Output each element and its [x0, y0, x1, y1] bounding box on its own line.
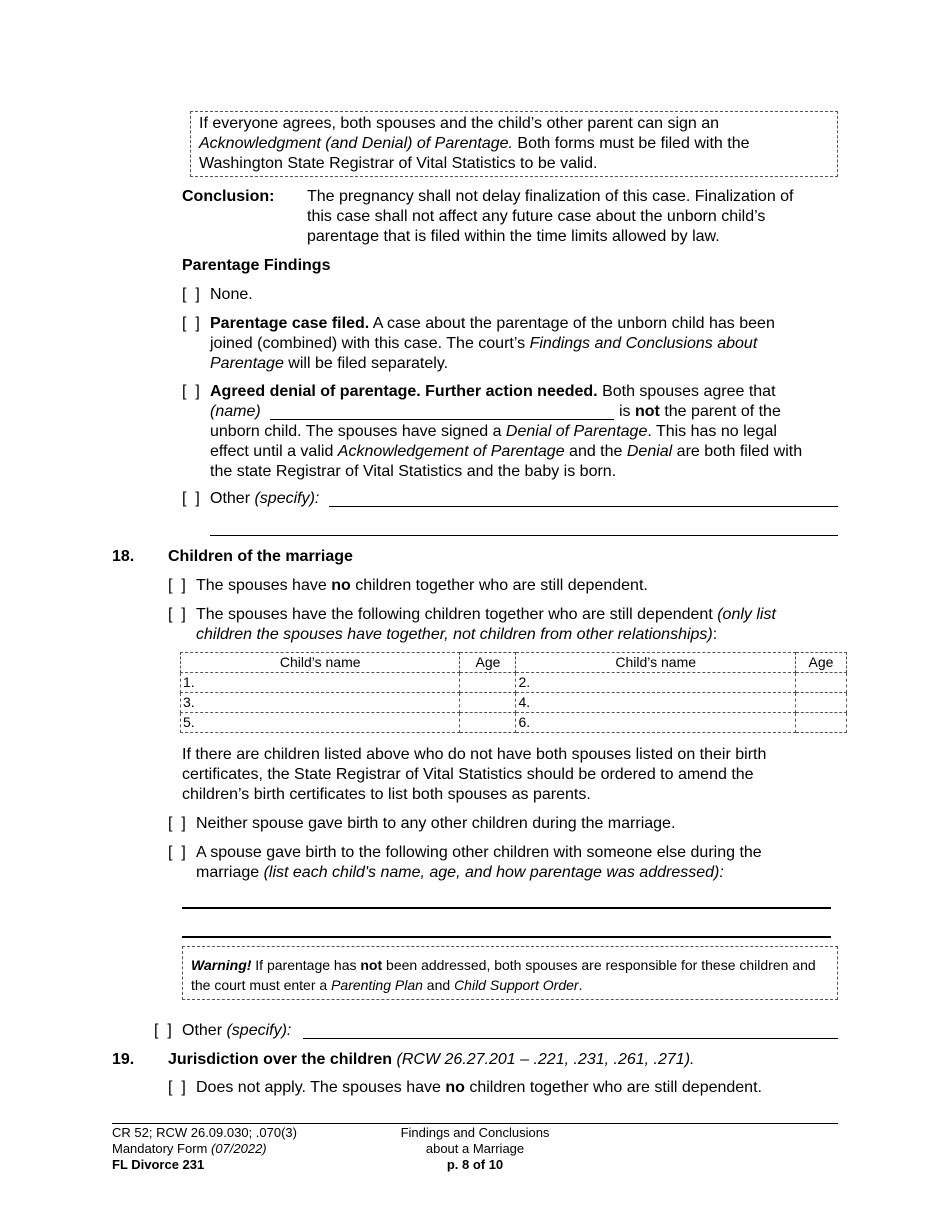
have-children-a: The spouses have the following children together who are still dependent — [196, 606, 718, 623]
denial-line4-italic: Acknowledgement of Parentage — [337, 443, 565, 460]
footer-left — [112, 1125, 297, 1173]
denial-is: is — [619, 403, 635, 420]
filed-rest: A case about the parentage of the unborn child has been — [369, 315, 775, 332]
footer-left-line-1: CR 52; RCW 26.09.030; .070(3) — [112, 1125, 297, 1140]
option-none-label: None. — [210, 286, 253, 303]
warning-plan: Parenting Plan — [331, 977, 423, 993]
children-table — [180, 652, 847, 733]
conclusion-text — [307, 187, 794, 247]
page-number: p. 8 of 10 — [446, 1157, 504, 1172]
denial-name-label: (name) — [210, 403, 261, 420]
conclusion-label — [182, 187, 274, 207]
parentage-heading-text: Parentage Findings — [182, 257, 331, 274]
section-19-number-text: 19. — [112, 1051, 135, 1068]
denial-line3b: . This has no legal — [647, 423, 777, 440]
option-no-children — [196, 576, 648, 596]
warning-not: not — [360, 957, 383, 973]
checkbox-agreed-denial[interactable]: [ ] — [182, 383, 200, 400]
other-births-field-1[interactable] — [182, 889, 831, 909]
table-row — [181, 673, 847, 693]
have-children-italic1: (only list — [717, 606, 776, 623]
section18-other-field[interactable] — [303, 1020, 838, 1039]
section-19-title — [168, 1050, 694, 1070]
dna-c: children together who are still dependent. — [464, 1079, 762, 1096]
have-children-colon: : — [712, 626, 718, 643]
note-line-2 — [199, 134, 829, 154]
filed-line-2 — [210, 334, 840, 354]
parentage-other-field[interactable] — [329, 488, 838, 507]
have-children-line-2 — [196, 625, 846, 645]
filed-line2a: joined (combined) with this case. The court’s — [210, 335, 530, 352]
denial-rest: Both spouses agree that — [597, 383, 776, 400]
other-births-line-2 — [196, 863, 846, 883]
denial-line4b: and the — [564, 443, 627, 460]
parentage-other-text: Other — [210, 490, 255, 507]
denial-line3-italic: Denial of Parentage — [505, 423, 648, 440]
no-children-b: no — [331, 577, 351, 594]
footer-form-id: FL Divorce 231 — [112, 1157, 205, 1172]
footer-center-line-1: Findings and Conclusions — [400, 1125, 550, 1140]
section-18-number-text: 18. — [112, 548, 135, 565]
footer-left-line-2 — [112, 1141, 297, 1157]
section-18-number — [112, 547, 134, 567]
warning-a: If parentage has — [251, 957, 361, 973]
warning-b: been addressed, both spouses are responsible for these children and — [382, 957, 816, 973]
option-have-children — [196, 605, 846, 645]
header-age-2: Age — [795, 653, 846, 673]
child-age-cell[interactable] — [460, 673, 516, 693]
option-parentage-case-filed — [210, 314, 840, 374]
para-line-2: certificates, the State Registrar of Vital Statistics should be ordered to amend the — [182, 766, 754, 783]
note-line-1: If everyone agrees, both spouses and the child’s other parent can sign an — [199, 115, 720, 132]
warning-order: Child Support Order — [454, 977, 579, 993]
warning-end: . — [578, 977, 583, 993]
denial-line-4 — [210, 442, 840, 462]
checkbox-have-children[interactable]: [ ] — [168, 606, 186, 623]
other-births-2a: marriage — [196, 864, 264, 881]
note-ack-form-name: Acknowledgment (and Denial) of Parentage. — [199, 135, 513, 152]
checkbox-parentage-other[interactable]: [ ] — [182, 490, 200, 507]
conclusion-label-text: Conclusion: — [182, 188, 275, 205]
child-name-cell[interactable]: 1. — [181, 673, 460, 693]
no-children-a: The spouses have — [196, 577, 332, 594]
option-does-not-apply — [196, 1078, 762, 1098]
conclusion-line-3: parentage that is filed within the time limits allowed by law. — [307, 228, 720, 245]
denial-is-not-text — [619, 402, 781, 422]
child-name-cell[interactable]: 5. — [181, 713, 460, 733]
conclusion-line-1: The pregnancy shall not delay finalization of this case. Finalization of — [307, 188, 794, 205]
filed-line3-rest: will be filed separately. — [283, 355, 449, 372]
section-18-title — [168, 547, 353, 567]
warning-line-2 — [191, 975, 829, 995]
filed-bold: Parentage case filed. — [210, 315, 370, 332]
child-name-cell[interactable]: 3. — [181, 693, 460, 713]
para-line-1: If there are children listed above who do not have both spouses listed on their birth — [182, 746, 767, 763]
child-age-cell[interactable] — [460, 693, 516, 713]
filed-line-1 — [210, 314, 840, 334]
table-row — [181, 693, 847, 713]
parentage-other-label — [210, 489, 319, 509]
conclusion-line-2: this case shall not affect any future case about the unborn child’s — [307, 208, 766, 225]
denial-line3a: unborn child. The spouses have signed a — [210, 423, 506, 440]
denial-line-1 — [210, 382, 840, 402]
section18-other-text: Other — [182, 1022, 227, 1039]
para-line-3: children’s birth certificates to list both spouses as parents. — [182, 786, 591, 803]
other-births-italic: (list each child's name, age, and how parentage was addressed): — [263, 864, 724, 881]
header-age-1: Age — [460, 653, 516, 673]
filed-line2-italic: Findings and Conclusions about — [529, 335, 758, 352]
section-19-title-text: Jurisdiction over the children — [168, 1051, 397, 1068]
checkbox-does-not-apply[interactable]: [ ] — [168, 1079, 186, 1096]
have-children-italic2: children the spouses have together, not children from other relationships) — [196, 626, 713, 643]
option-agreed-denial — [210, 382, 840, 482]
denial-after: the parent of the — [659, 403, 781, 420]
footer-center — [370, 1125, 580, 1173]
denial-name-field[interactable] — [270, 402, 614, 420]
section-19-title-italic: (RCW 26.27.201 – .221, .231, .261, .271). — [396, 1051, 695, 1068]
footer-left2-italic: (07/2022) — [210, 1141, 267, 1156]
checkbox-neither-spouse[interactable]: [ ] — [168, 815, 186, 832]
filed-line-3 — [210, 354, 840, 374]
header-child-name-2: Child’s name — [516, 653, 795, 673]
checkbox-other-births[interactable]: [ ] — [168, 844, 186, 861]
warning-box — [182, 946, 838, 1000]
footer-left-line-3 — [112, 1157, 297, 1173]
denial-line4-italic2: Denial — [626, 443, 673, 460]
section-19-number — [112, 1050, 134, 1070]
other-births-field-2[interactable] — [182, 918, 831, 938]
option-neither-spouse: Neither spouse gave birth to any other children during the marriage. — [196, 815, 676, 832]
footer-center-line-2: about a Marriage — [425, 1141, 525, 1156]
denial-line4c: are both filed with — [672, 443, 803, 460]
other-births-line-1: A spouse gave birth to the following other children with someone else during the — [196, 844, 762, 861]
denial-line-3 — [210, 422, 840, 442]
parentage-other-italic: (specify): — [254, 490, 320, 507]
no-children-c: children together who are still dependent. — [350, 577, 648, 594]
table-row — [181, 713, 847, 733]
checkbox-no-children[interactable]: [ ] — [168, 577, 186, 594]
child-age-cell[interactable] — [795, 673, 846, 693]
footer-center-line-3 — [370, 1157, 580, 1173]
checkbox-none[interactable]: [ ] — [182, 286, 200, 303]
section18-other-label — [182, 1021, 291, 1041]
denial-line-2 — [210, 402, 840, 422]
child-name-cell[interactable]: 2. — [516, 673, 795, 693]
child-age-cell[interactable] — [795, 713, 846, 733]
header-child-name-1: Child’s name — [181, 653, 460, 673]
parentage-other-field-2[interactable] — [210, 517, 838, 536]
warning-and: and — [422, 977, 455, 993]
child-name-cell[interactable]: 6. — [516, 713, 795, 733]
note-line-2-rest: Both forms must be filed with the — [512, 135, 750, 152]
warning-label: Warning! — [191, 957, 252, 973]
checkbox-section18-other[interactable]: [ ] — [154, 1022, 172, 1039]
parentage-findings-heading — [182, 256, 330, 276]
section-18-title-text: Children of the marriage — [168, 548, 353, 565]
denial-bold: Agreed denial of parentage. Further action needed. — [210, 383, 598, 400]
warning-line-1 — [191, 955, 829, 975]
have-children-line-1 — [196, 605, 846, 625]
footer-left2a: Mandatory Form — [112, 1141, 211, 1156]
warning-c: the court must enter a — [191, 977, 332, 993]
dna-b: no — [445, 1079, 465, 1096]
filed-line3-italic: Parentage — [210, 355, 284, 372]
dna-a: Does not apply. The spouses have — [196, 1079, 446, 1096]
denial-not: not — [635, 403, 660, 420]
section18-other-italic: (specify): — [226, 1022, 292, 1039]
footer-rule — [112, 1123, 838, 1124]
birth-certificate-paragraph — [182, 745, 842, 805]
checkbox-parentage-case-filed[interactable]: [ ] — [182, 315, 200, 332]
denial-line-5: the state Registrar of Vital Statistics and the baby is born. — [210, 463, 617, 480]
child-age-cell[interactable] — [460, 713, 516, 733]
note-line-3: Washington State Registrar of Vital Statistics to be valid. — [199, 155, 598, 172]
children-table-header — [181, 653, 847, 673]
option-other-births — [196, 843, 846, 883]
child-name-cell[interactable]: 4. — [516, 693, 795, 713]
child-age-cell[interactable] — [795, 693, 846, 713]
acknowledgment-note-box — [190, 111, 838, 177]
denial-line4a: effect until a valid — [210, 443, 338, 460]
